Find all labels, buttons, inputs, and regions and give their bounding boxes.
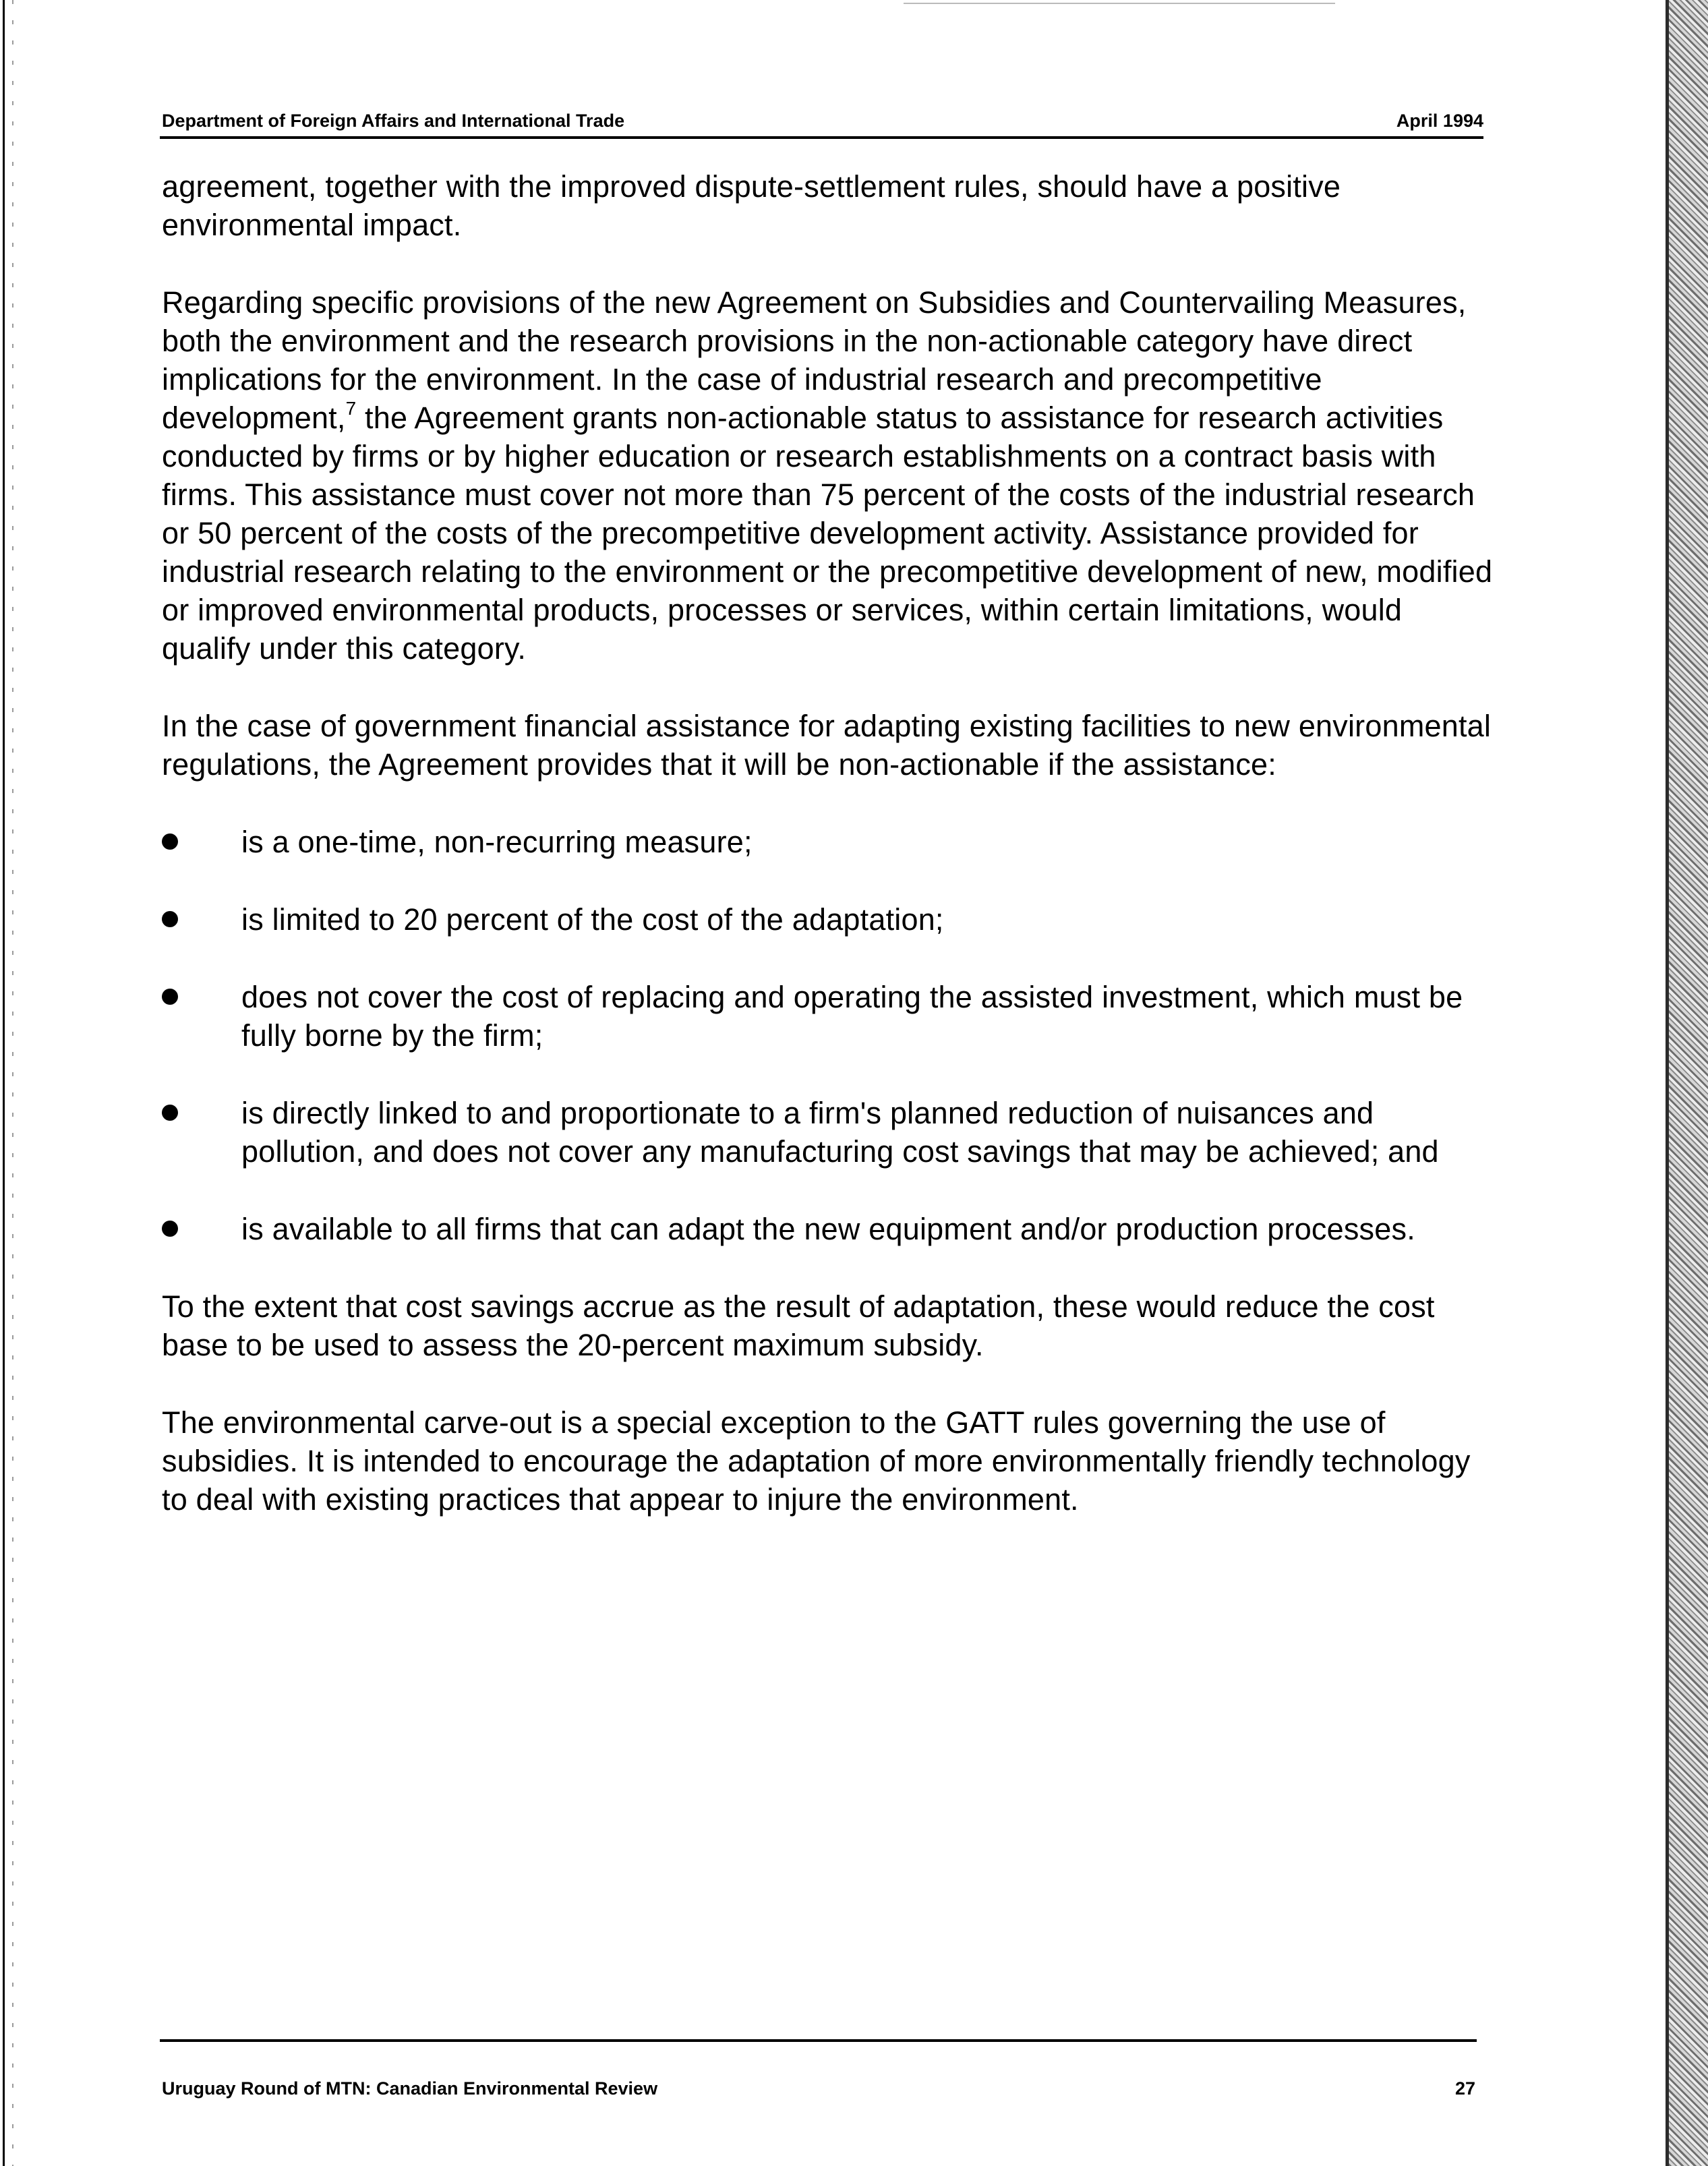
list-item-text: is limited to 20 percent of the cost of the adaptation;	[241, 902, 944, 937]
list-item	[162, 823, 1497, 861]
list-item-text: is directly linked to and proportionate to a firm's planned reduction of nuisances and pollution, and does not cover any manufacturing cost savings that may be achieved; and	[241, 1096, 1439, 1169]
header-date: April 1994	[1396, 111, 1483, 131]
page-body	[162, 167, 1497, 1558]
paragraph-2-part-1: Regarding specific provisions of the new Agreement on Subsidies and Countervailing Measures, both the environment and the research provisions in the non-actionable category have direct implications for the environment. In the case of industrial research and precompetitive development,	[162, 285, 1467, 435]
footer-title: Uruguay Round of MTN: Canadian Environmental Review	[162, 2078, 658, 2099]
paragraph-2-part-2: the Agreement grants non-actionable status to assistance for research activities conducted by firms or by higher education or research establishments on a contract basis with firms. This assistance must cover not more than 75 percent of the costs of the industrial research or 50 percent of the costs of the precompetitive development activity. Assistance provided for industrial research relating to the environment or the precompetitive development of new, modified or improved environmental products, processes or services, within certain limitations, would qualify under this category.	[162, 401, 1493, 666]
paragraph-4: To the extent that cost savings accrue as the result of adaptation, these would reduce the cost base to be used to assess the 20-percent maximum subsidy.	[162, 1289, 1435, 1362]
paragraph-3: In the case of government financial assistance for adapting existing facilities to new environmental regulations, the Agreement provides that it will be non-actionable if the assistance:	[162, 709, 1492, 782]
header-rule	[160, 136, 1483, 139]
footnote-marker: 7	[345, 398, 357, 419]
page-number: 27	[1454, 2078, 1475, 2099]
scan-top-mark	[904, 3, 1335, 4]
list-item-text: does not cover the cost of replacing and operating the assisted investment, which must be fully borne by the firm;	[241, 980, 1463, 1053]
bullet-icon	[162, 833, 178, 850]
list-item-text: is available to all firms that can adapt the new equipment and/or production processes.	[241, 1212, 1415, 1246]
bullet-icon	[162, 911, 178, 927]
scan-left-dots	[12, 0, 13, 2166]
header-department: Department of Foreign Affairs and International Trade	[162, 111, 625, 131]
scan-left-edge	[3, 0, 5, 2166]
bullet-icon	[162, 1105, 178, 1121]
list-item-text: is a one-time, non-recurring measure;	[241, 825, 753, 859]
scan-right-edge	[1666, 0, 1708, 2166]
bullet-icon	[162, 1221, 178, 1237]
list-item	[162, 900, 1497, 939]
paragraph-5: The environmental carve-out is a special exception to the GATT rules governing the use of subsidies. It is intended to encourage the adaptation of more environmentally friendly technology to deal with existing practices that appear to injure the environment.	[162, 1405, 1471, 1517]
list-item	[162, 1210, 1497, 1248]
paragraph-2	[162, 283, 1497, 668]
footer-rule	[160, 2039, 1477, 2042]
list-item	[162, 978, 1497, 1055]
list-item	[162, 1094, 1497, 1171]
paragraph-1: agreement, together with the improved dispute-settlement rules, should have a positive environmental impact.	[162, 169, 1341, 242]
bullet-icon	[162, 989, 178, 1005]
conditions-list	[162, 823, 1497, 1248]
